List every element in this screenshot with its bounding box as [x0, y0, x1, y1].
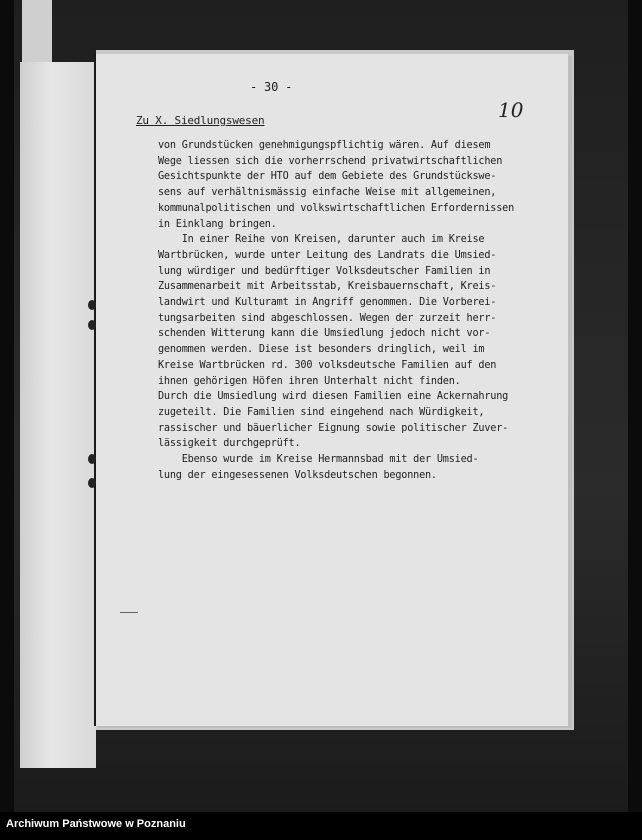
text-line: Wartbrücken, wurde unter Leitung des Landrats die Umsied- [158, 249, 497, 261]
page-number: - 30 - [250, 80, 293, 94]
text-line: rassischer und bäuerlicher Eignung sowie politischer Zuver- [158, 422, 509, 434]
page-blemish [120, 612, 138, 613]
text-line: Wege liessen sich die vorherrschend privatwirtschaftlichen [158, 155, 503, 167]
text-line: landwirt und Kulturamt in Angriff genommen. Die Vorberei- [158, 297, 497, 309]
punch-hole [88, 320, 96, 330]
text-line: lässigkeit durchgeprüft. [158, 438, 301, 450]
text-line: zugeteilt. Die Familien sind eingehend nach Würdigkeit, [158, 406, 485, 418]
text-line: genommen werden. Diese ist besonders dringlich, weil im [158, 344, 485, 356]
text-line: Kreise Wartbrücken rd. 300 volksdeutsche Familien auf den [158, 359, 497, 371]
section-heading: Zu X. Siedlungswesen [136, 114, 265, 127]
text-line: von Grundstücken genehmigungspflichtig wären. Auf diesem [158, 140, 491, 151]
folio-number: 10 [498, 98, 524, 122]
text-line: ihnen gehörigen Höfen ihren Unterhalt nicht finden. [158, 375, 461, 387]
text-line: kommunalpolitischen und volkswirtschaftlichen Erfordernissen [158, 202, 515, 214]
text-line: lung der eingesessenen Volksdeutschen begonnen. [158, 469, 437, 481]
text-line: tungsarbeiten sind abgeschlossen. Wegen der zurzeit herr- [158, 312, 497, 324]
text-line: Durch die Umsiedlung wird diesen Familien eine Ackernahrung [158, 391, 509, 403]
previous-page-edge [20, 62, 96, 768]
punch-hole [88, 478, 96, 488]
punch-hole [88, 300, 96, 310]
punch-hole [88, 454, 96, 464]
text-line: schenden Witterung kann die Umsiedlung jedoch nicht vor- [158, 328, 491, 340]
archive-label: Archiwum Państwowe w Poznaniu [6, 818, 186, 830]
text-line: Gesichtspunkte der HTO auf dem Gebiete des Grundstückswe- [158, 171, 497, 183]
text-line: Zusammenarbeit mit Arbeitsstab, Kreisbauernschaft, Kreis- [158, 281, 497, 293]
text-line: Ebenso wurde im Kreise Hermannsbad mit der Umsied- [158, 454, 479, 466]
binding-tab [22, 0, 52, 62]
text-line: In einer Reihe von Kreisen, darunter auch im Kreise [158, 234, 485, 246]
text-line: lung würdiger und bedürftiger Volksdeutscher Familien in [158, 265, 491, 277]
text-line: in Einklang bringen. [158, 218, 277, 230]
text-line: sens auf verhältnismässig einfache Weise mit allgemeinen, [158, 187, 497, 199]
body-text [158, 138, 554, 483]
